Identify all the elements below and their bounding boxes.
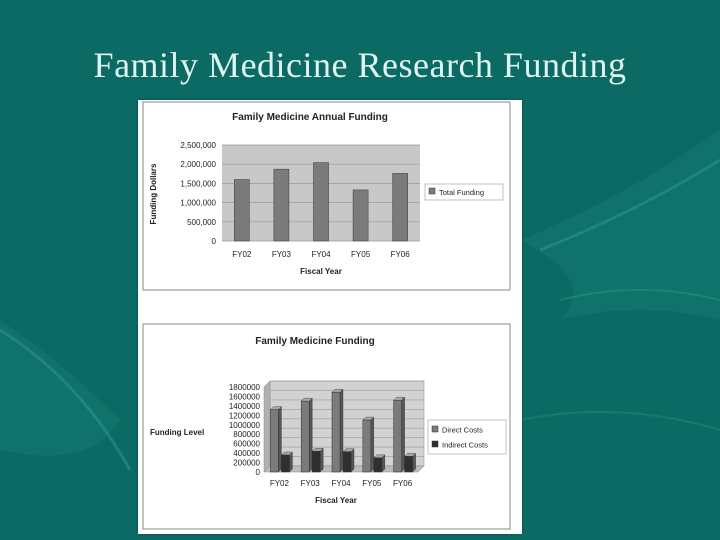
chart2-ytick-label: 1400000 <box>228 401 260 411</box>
chart2-bar-side <box>320 448 323 472</box>
chart1-bar <box>314 163 329 241</box>
chart2-bar-side <box>340 389 343 472</box>
chart2-bar-indirect <box>343 452 351 472</box>
chart2-side-wall <box>264 381 270 472</box>
chart1-xtick-label: FY06 <box>390 250 410 259</box>
chart2-ytick-label: 1600000 <box>228 392 260 402</box>
chart1-ytick-label: 500,000 <box>187 217 216 227</box>
chart2-legend-label: Indirect Costs <box>442 440 488 450</box>
chart2-bar-side <box>351 449 354 472</box>
chart2-legend-label: Direct Costs <box>442 425 483 435</box>
chart1-ytick-label: 0 <box>211 237 216 246</box>
chart2-ytick-label: 600000 <box>233 439 260 449</box>
chart2-bar-direct <box>332 392 340 472</box>
chart1-ytick-label: 1,000,000 <box>180 198 216 208</box>
chart2-bar-direct <box>270 410 278 472</box>
chart1-ylabel: Funding Dollars <box>149 163 158 225</box>
chart2-ytick-label: 1200000 <box>228 411 260 421</box>
chart2-xtick-label: FY02 <box>269 479 289 488</box>
chart2-bar-side <box>278 407 281 472</box>
chart2-bar-direct <box>394 400 402 472</box>
chart2-bar-indirect <box>374 458 382 472</box>
chart2-bar-direct <box>363 420 371 472</box>
chart2-ylabel: Funding Level <box>150 428 205 437</box>
chart2-ytick-label: 200000 <box>233 458 260 468</box>
slide-title: Family Medicine Research Funding <box>93 45 627 85</box>
chart1-bar <box>393 173 408 241</box>
chart1-xtick-label: FY04 <box>311 250 331 259</box>
chart2-bar-side <box>309 398 312 472</box>
chart2-ytick-label: 800000 <box>233 430 260 440</box>
scanned-charts <box>138 100 522 534</box>
chart2-bar-indirect <box>281 455 289 472</box>
chart2-bar-indirect <box>405 456 413 472</box>
chart1-bar <box>274 169 289 241</box>
chart2-xtick-label: FY04 <box>331 479 351 488</box>
chart2-ytick-label: 0 <box>255 468 260 477</box>
chart1-xtick-label: FY05 <box>351 250 371 259</box>
chart2-bar-side <box>402 397 405 472</box>
chart2-ytick-label: 400000 <box>233 449 260 459</box>
chart2-bar-side <box>289 452 292 472</box>
chart1-xtick-label: FY03 <box>271 250 291 259</box>
chart1-ytick-label: 1,500,000 <box>180 179 216 189</box>
chart2-bar-side <box>371 417 374 472</box>
chart1-bar <box>234 180 249 241</box>
chart1-bar <box>353 190 368 241</box>
chart1-ytick-label: 2,500,000 <box>180 141 216 150</box>
chart2-bar-indirect <box>312 451 320 472</box>
chart2-title: Family Medicine Funding <box>255 336 375 347</box>
chart2-ytick-label: 1000000 <box>228 420 260 430</box>
chart2-xtick-label: FY06 <box>393 479 413 488</box>
chart2-xtick-label: FY03 <box>300 479 320 488</box>
chart2-xtick-label: FY05 <box>362 479 382 488</box>
chart2-xlabel: Fiscal Year <box>315 496 357 505</box>
chart1-xlabel: Fiscal Year <box>300 267 342 276</box>
chart1-legend-swatch <box>429 188 435 194</box>
chart2-ytick-label: 1800000 <box>228 383 260 392</box>
chart2-bar-direct <box>301 401 309 472</box>
chart1-legend-label: Total Funding <box>439 188 485 197</box>
chart2-legend-swatch <box>432 441 438 447</box>
chart1-xtick-label: FY02 <box>232 250 252 259</box>
chart1-ytick-label: 2,000,000 <box>180 160 216 170</box>
chart2-legend-swatch <box>432 426 438 432</box>
chart1-title: Family Medicine Annual Funding <box>232 112 388 123</box>
charts-canvas <box>138 100 522 534</box>
